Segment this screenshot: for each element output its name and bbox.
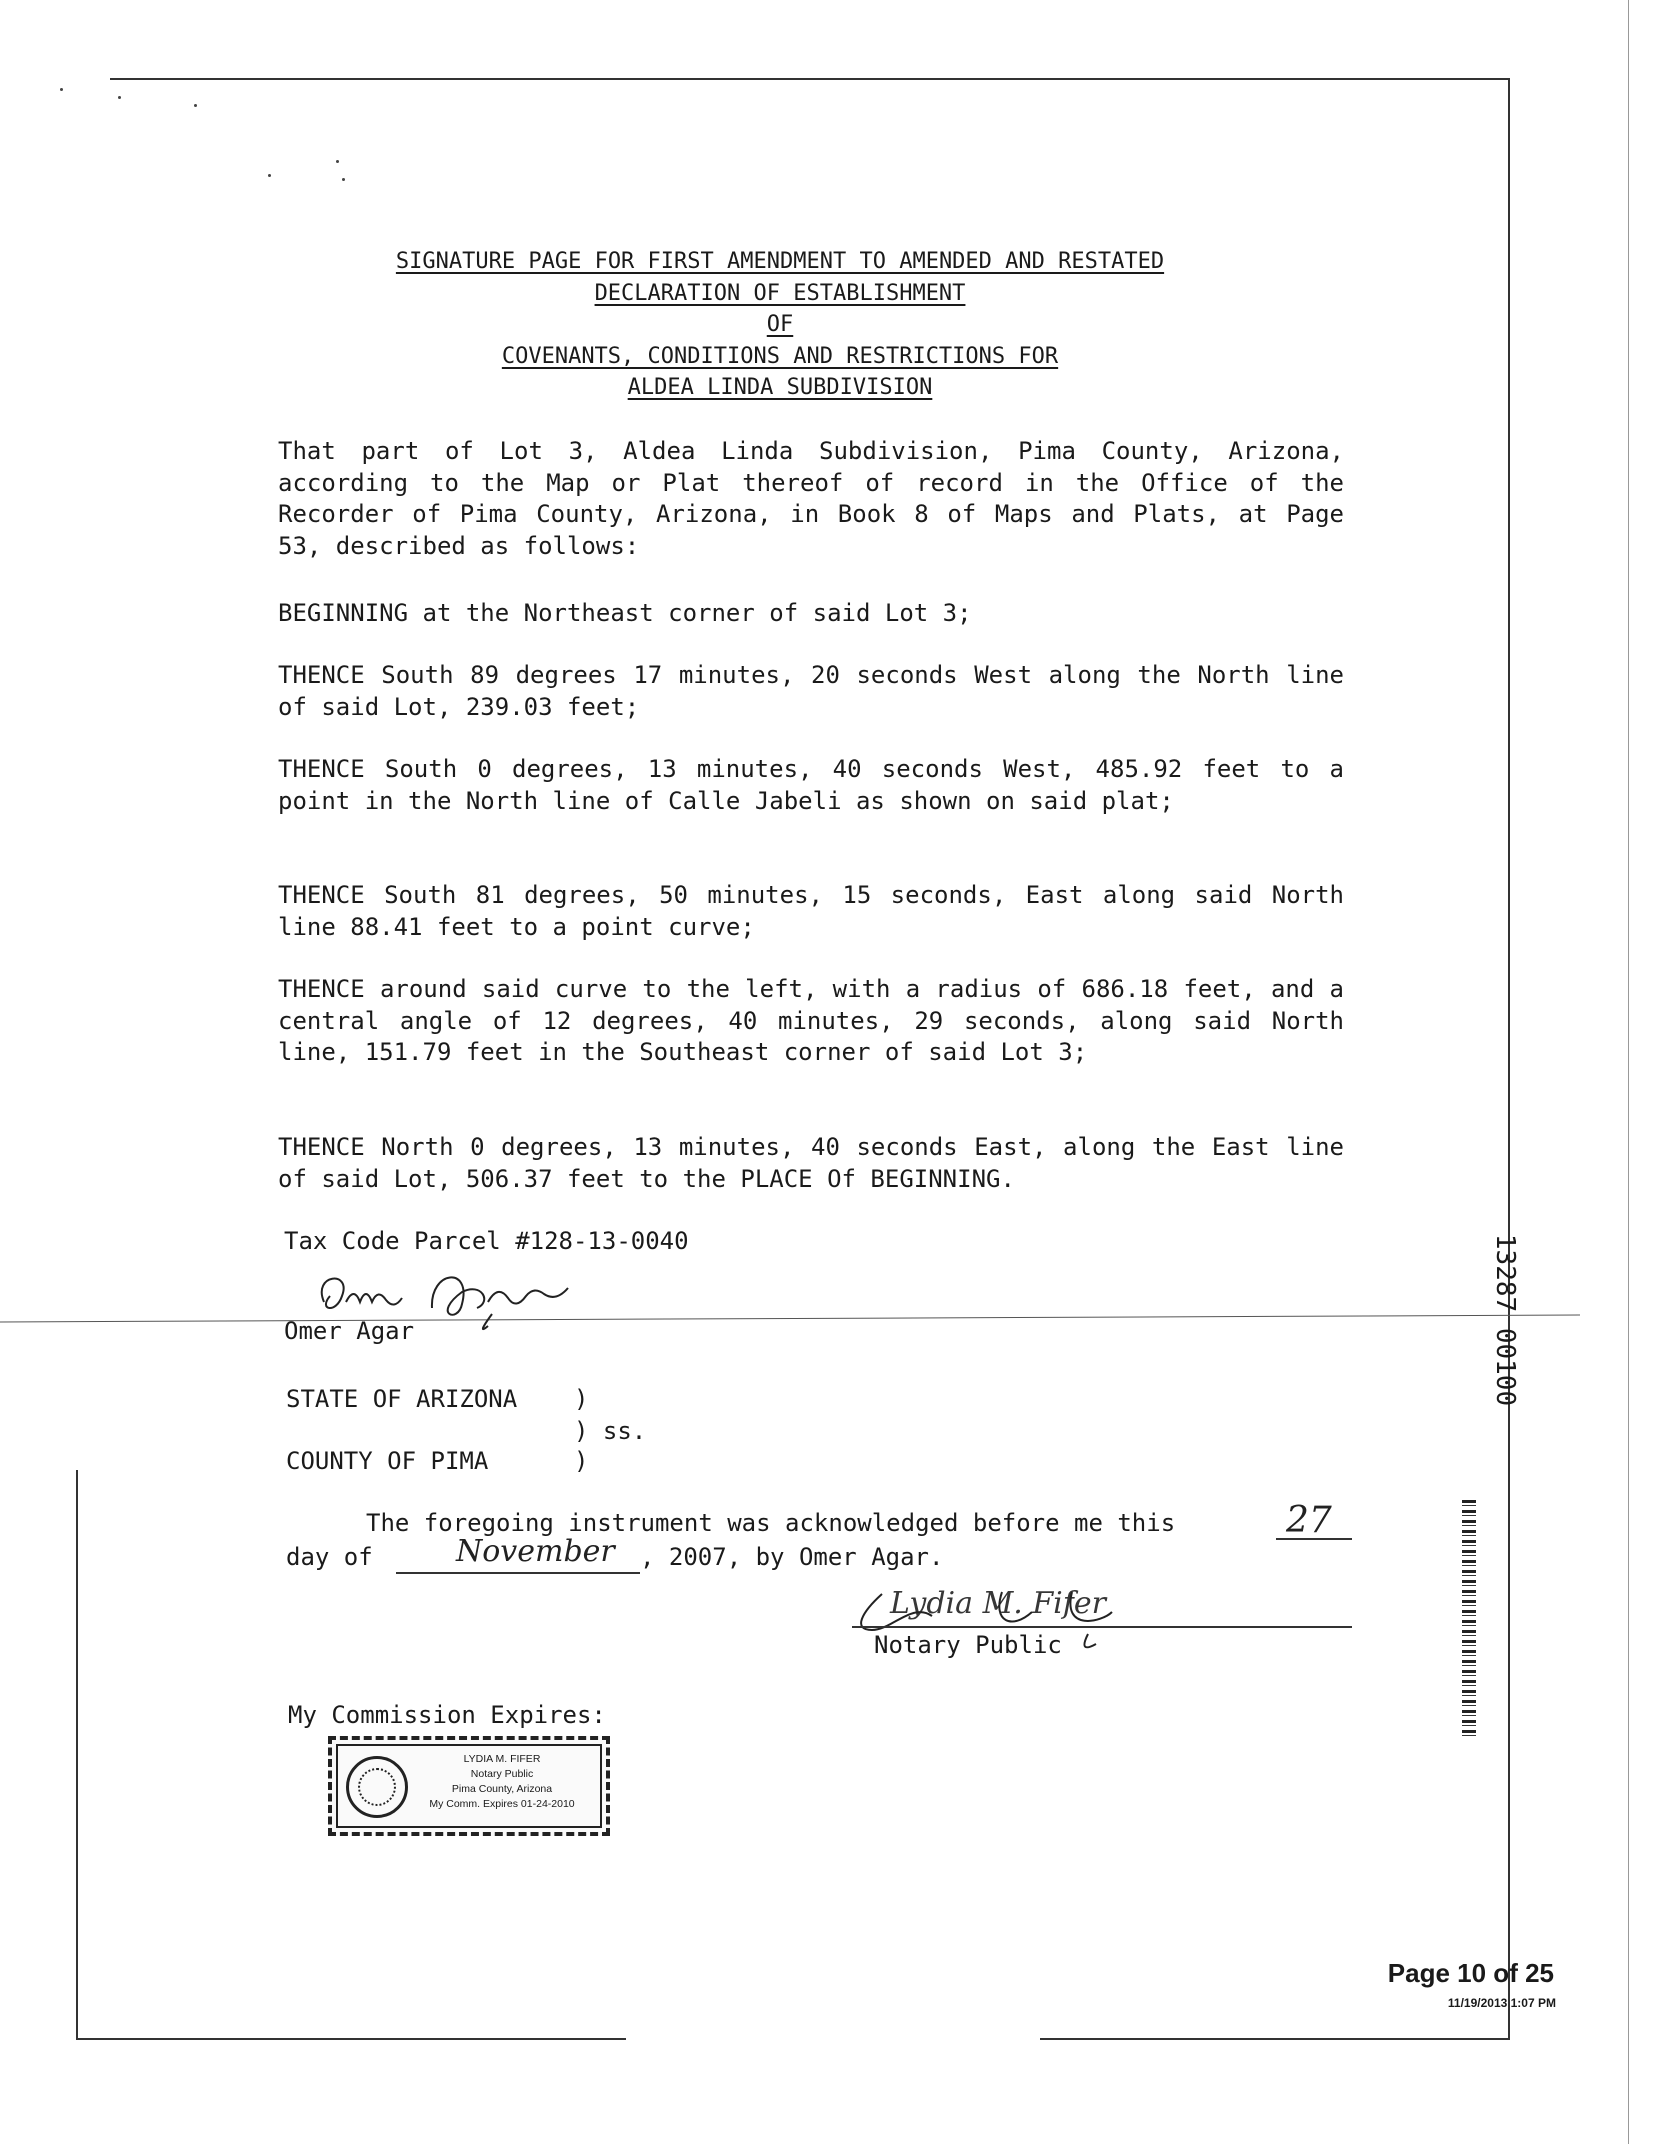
legal-description-intro: That part of Lot 3, Aldea Linda Subdivision, Pima County, Arizona, according to the Map or Plat thereof of record in the Office of the Recorder of Pima County, Arizona, in Book 8 of Maps and Plats, at Page 53, described as follows: [278,437,1344,560]
scan-speck [268,174,271,177]
seal-location: Pima County, Arizona [451,1783,553,1795]
notary-signature: Lydia M. Fifer [890,1586,1106,1621]
heading-line: ALDEA LINDA SUBDIVISION [627,375,933,400]
notary-public-label: Notary Public [874,1631,1062,1659]
page-border-left [76,1470,78,2040]
legal-description-course: THENCE South 81 degrees, 50 minutes, 15 seconds, East along said North line 88.41 feet to a point curve; [278,881,1344,941]
acknowledgment-year-signer: , 2007, by Omer Agar. [640,1543,944,1571]
scan-speck [118,96,121,99]
legal-description-course: THENCE South 89 degrees 17 minutes, 20 seconds West along the North line of said Lot, 239.03 feet; [278,661,1344,721]
heading-line: COVENANTS, CONDITIONS AND RESTRICTIONS FOR [501,343,1059,369]
month-blank [396,1572,640,1574]
page-border-top [110,78,1510,80]
signer-name: Omer Agar [284,1317,415,1345]
scan-speck [60,88,63,91]
scan-edge-line [1628,0,1629,2144]
scan-speck [336,160,339,163]
heading-line: SIGNATURE PAGE FOR FIRST AMENDMENT TO AMENDED AND RESTATED [395,249,1165,274]
seal-expiration: My Comm. Expires 01-24-2010 [429,1798,575,1810]
scan-speck [342,178,345,181]
page-border-bottom [1040,2038,1510,2040]
notary-seal-stamp [328,1736,610,1836]
acknowledgment-month: November [456,1534,615,1569]
scan-speck [194,104,197,107]
recording-number [1490,1180,1520,1407]
acknowledgment-text: The foregoing instrument was acknowledged before me this [366,1509,1176,1537]
heading-line: OF [766,312,794,337]
acknowledgment-day: 27 [1286,1500,1332,1541]
document-heading [280,246,1280,404]
heading-line: DECLARATION OF ESTABLISHMENT [594,280,966,306]
scan-fold-line [0,1315,1580,1323]
venue-county: COUNTY OF PIMA [286,1447,489,1475]
tax-code-parcel: Tax Code Parcel #128-13-0040 [284,1227,689,1255]
page-border-bottom [76,2038,626,2040]
notary-signature-line [852,1626,1352,1628]
page-border-right [1508,78,1510,2038]
seal-text [412,1752,592,1812]
legal-description-course: THENCE North 0 degrees, 13 minutes, 40 seconds East, along the East line of said Lot, 506.37 feet to the PLACE Of BEGINNING. [278,1133,1344,1193]
seal-notary-name: LYDIA M. FIFER [463,1753,541,1765]
legal-description-course: THENCE South 0 degrees, 13 minutes, 40 seconds West, 485.92 feet to a point in the North line of Calle Jabeli as shown on said plat; [278,755,1344,815]
acknowledgment-day-of: day of [286,1543,373,1571]
venue-bracket: ) [574,1447,589,1475]
margin-barcode [1462,1500,1476,1740]
venue-ss: ) ss. [574,1417,647,1445]
venue-state: STATE OF ARIZONA [286,1385,518,1413]
print-timestamp: 11/19/2013 1:07 PM [1447,1996,1556,2010]
recording-number-text: 13287 00100 [1490,1233,1520,1407]
seal-title: Notary Public [470,1768,534,1780]
legal-description-course: THENCE around said curve to the left, with a radius of 686.18 feet, and a central angle of 12 degrees, 40 minutes, 29 seconds, along said North line, 151.79 feet in the Southeast corner of said Lot 3; [278,975,1344,1066]
page-number: Page 10 of 25 [1387,1958,1554,1988]
commission-expires-label: My Commission Expires: [288,1701,606,1729]
legal-description-beginning: BEGINNING at the Northeast corner of said Lot 3; [278,599,972,627]
state-seal-icon [346,1756,408,1818]
venue-bracket: ) [574,1385,589,1413]
